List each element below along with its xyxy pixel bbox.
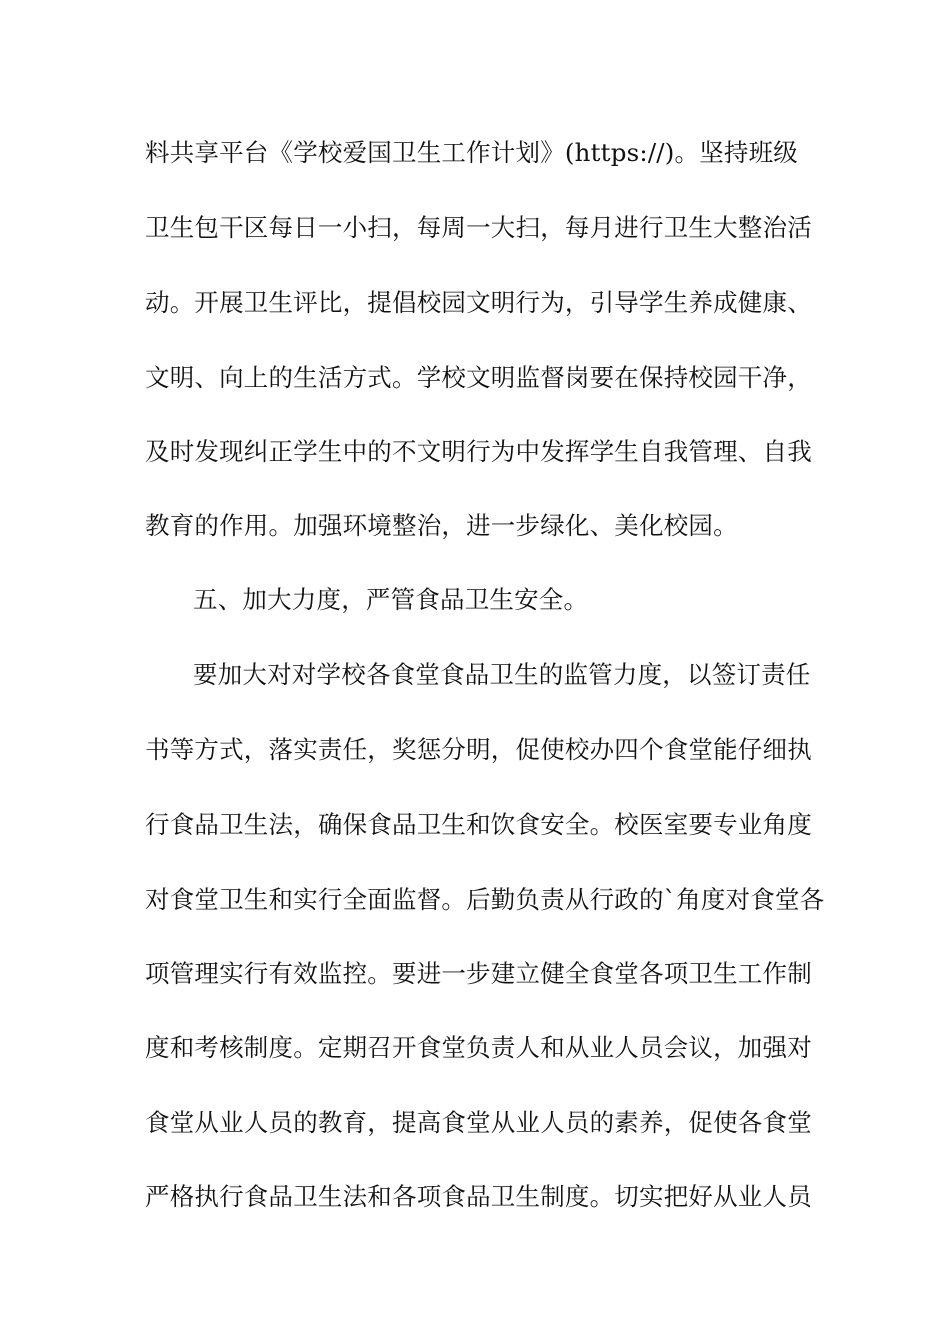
- paragraph-line: 度和考核制度。定期召开食堂负责人和从业人员会议，加强对: [145, 1033, 812, 1062]
- paragraph-line: 卫生包干区每日一小扫，每周一大扫，每月进行卫生大整治活: [145, 213, 812, 242]
- paragraph-line: 严格执行食品卫生法和各项食品卫生制度。切实把好从业人员: [145, 1182, 812, 1211]
- section-heading: 五、加大力度，严管食品卫生安全。: [193, 585, 589, 614]
- paragraph-line: 项管理实行有效监控。要进一步建立健全食堂各项卫生工作制: [145, 959, 812, 988]
- paragraph-line: 行食品卫生法，确保食品卫生和饮食安全。校医室要专业角度: [145, 810, 812, 839]
- paragraph-line: 食堂从业人员的教育，提高食堂从业人员的素养，促使各食堂: [145, 1108, 812, 1137]
- paragraph-line: 文明、向上的生活方式。学校文明监督岗要在保持校园干净，: [145, 363, 812, 392]
- paragraph-line: 及时发现纠正学生中的不文明行为中发挥学生自我管理、自我: [145, 437, 812, 466]
- paragraph-line: 动。开展卫生评比，提倡校园文明行为，引导学生养成健康、: [145, 288, 812, 317]
- paragraph-line: 书等方式，落实责任，奖惩分明，促使校办四个食堂能仔细执: [145, 735, 812, 764]
- paragraph-line: 料共享平台《学校爱国卫生工作计划》(https://)。坚持班级: [145, 138, 799, 167]
- paragraph-line: 对食堂卫生和实行全面监督。后勤负责从行政的`角度对食堂各: [145, 885, 825, 914]
- paragraph-line: 教育的作用。加强环境整治，进一步绿化、美化校园。: [145, 511, 738, 540]
- paragraph-line: 要加大对对学校各食堂食品卫生的监管力度，以签订责任: [193, 660, 811, 689]
